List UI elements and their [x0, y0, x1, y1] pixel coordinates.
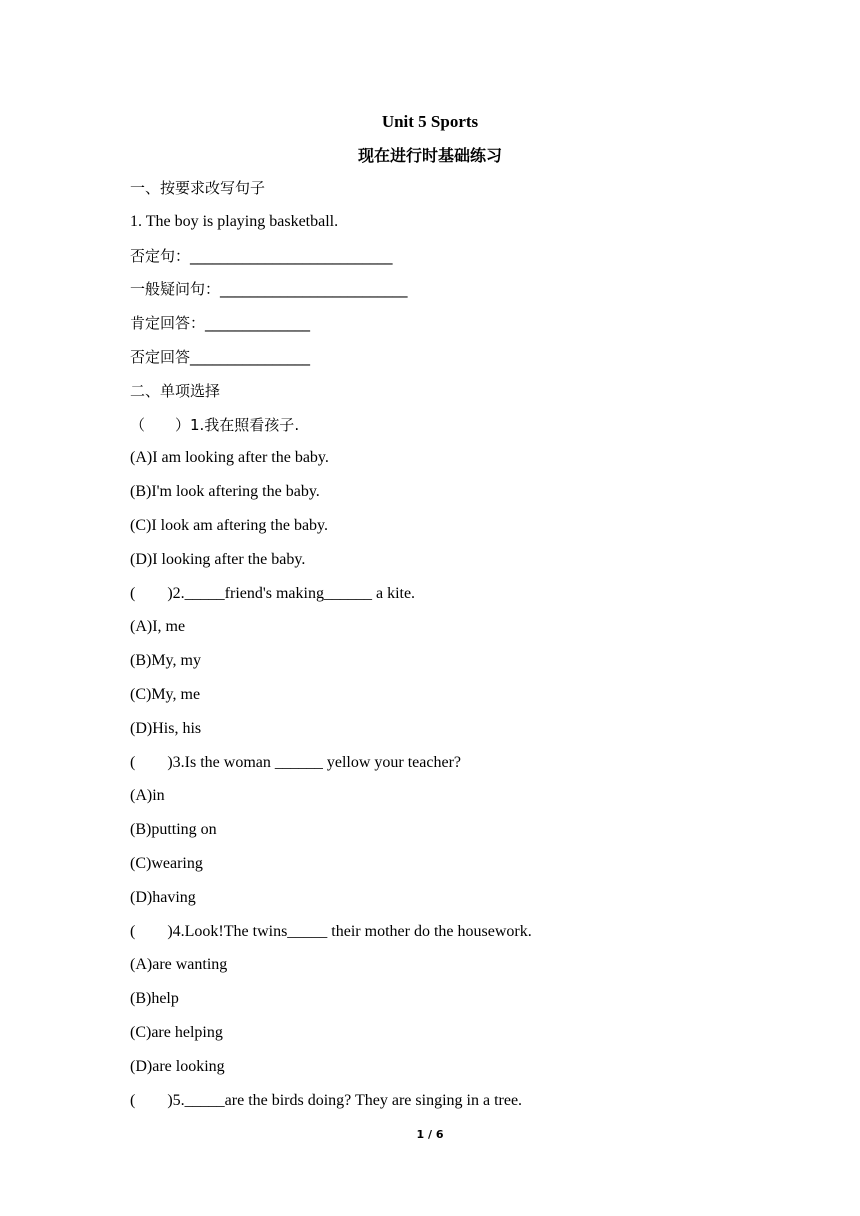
- question-1-stem: （ ）1.我在照看孩子.: [130, 415, 300, 434]
- document-subtitle: 现在进行时基础练习: [357, 146, 502, 165]
- question-4-option-b: (B)help: [130, 990, 179, 1008]
- yes-answer-blank: 肯定回答：______________: [130, 314, 311, 333]
- question-4-option-a: (A)are wanting: [130, 956, 228, 974]
- question-4-stem: ( )4.Look!The twins_____ their mother do the housework.: [130, 922, 532, 940]
- page-number: 1 / 6: [416, 1128, 444, 1141]
- section1-heading: 一、按要求改写句子: [130, 179, 266, 197]
- question-1-option-d: (D)I looking after the baby.: [130, 550, 306, 568]
- question-1-option-b: (B)I'm look aftering the baby.: [130, 483, 320, 501]
- question-2-option-a: (A)I, me: [130, 618, 186, 636]
- negative-sentence-blank: 否定句：___________________________: [130, 246, 393, 265]
- question-3-stem: ( )3.Is the woman ______ yellow your teacher?: [130, 753, 462, 771]
- question-3-option-a: (A)in: [130, 787, 165, 805]
- question-3-option-d: (D)having: [130, 888, 196, 906]
- section2-heading: 二、单项选择: [130, 381, 221, 400]
- question-2-option-b: (B)My, my: [130, 652, 201, 670]
- question-3-option-b: (B)putting on: [130, 821, 217, 839]
- section1-sentence: 1. The boy is playing basketball.: [130, 212, 339, 230]
- question-2-stem: ( )2._____friend's making______ a kite.: [130, 584, 416, 602]
- question-4-option-d: (D)are looking: [130, 1057, 225, 1075]
- question-2-option-c: (C)My, me: [130, 685, 201, 703]
- question-4-option-c: (C)are helping: [130, 1023, 223, 1041]
- no-answer-blank: 否定回答________________: [130, 347, 311, 366]
- exercise-body: [130, 176, 770, 1122]
- question-sentence-blank: 一般疑问句：_________________________: [130, 280, 408, 299]
- question-5-stem: ( )5._____are the birds doing? They are singing in a tree.: [130, 1091, 523, 1109]
- document-title: Unit 5 Sports: [381, 112, 479, 131]
- question-1-option-c: (C)I look am aftering the baby.: [130, 516, 329, 534]
- question-1-option-a: (A)I am looking after the baby.: [130, 449, 329, 467]
- question-2-option-d: (D)His, his: [130, 719, 202, 737]
- question-3-option-c: (C)wearing: [130, 854, 203, 872]
